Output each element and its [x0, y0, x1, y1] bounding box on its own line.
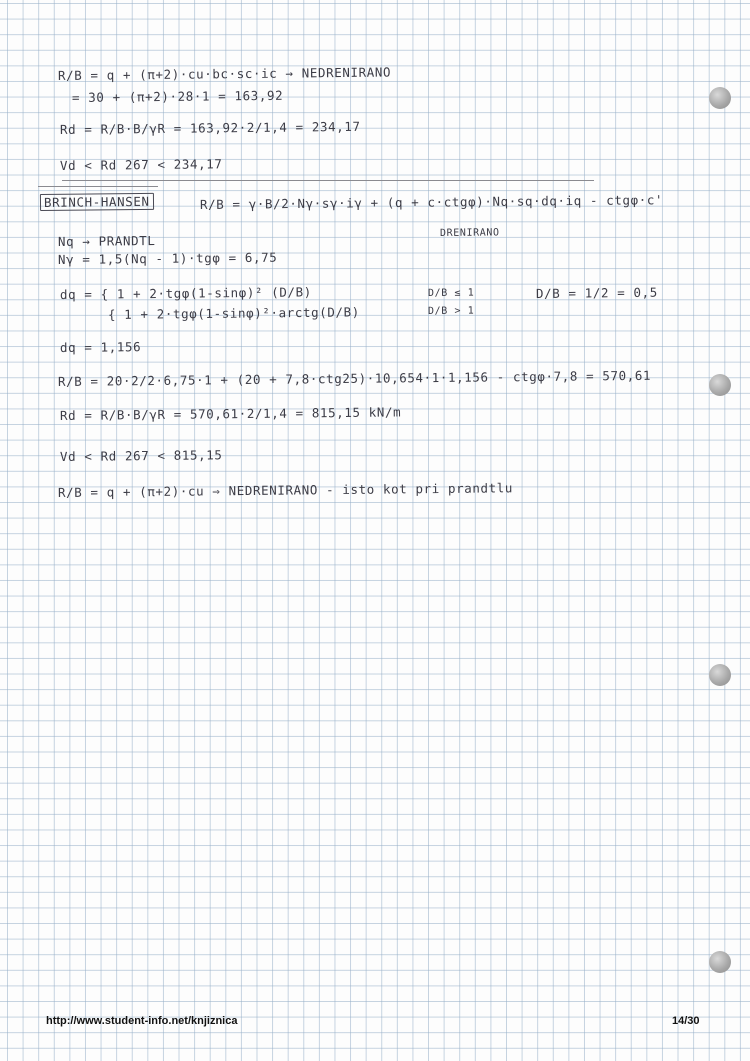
equation-line-9b: { 1 + 2·tgφ(1-sinφ)²·arctg(D/B)	[107, 304, 360, 322]
punch-hole	[709, 374, 731, 396]
condition-2: D/B > 1	[427, 305, 475, 317]
equation-line-13: Vd < Rd 267 < 815,15	[59, 447, 223, 464]
drenirano-note: DRENIRANO	[439, 227, 500, 239]
equation-line-9a: dq = { 1 + 2·tgφ(1-sinφ)² (D/B)	[59, 284, 312, 302]
condition-1: D/B ≤ 1	[427, 287, 475, 299]
equation-line-11: R/B = 20·2/2·6,75·1 + (20 + 7,8·ctg25)·10,654·1·1,156 - ctgφ·7,8 = 570,61	[57, 367, 652, 389]
equation-line-5: R/B = γ·B/2·Nγ·sγ·iγ + (q + c·ctgφ)·Nq·sq·dq·iq - ctgφ·c'	[199, 192, 664, 212]
punch-hole	[709, 664, 731, 686]
punch-hole	[709, 87, 731, 109]
equation-line-2: = 30 + (π+2)·28·1 = 163,92	[71, 87, 284, 105]
equation-line-12: Rd = R/B·B/γR = 570,61·2/1,4 = 815,15 kN/m	[59, 404, 402, 423]
equation-line-10: dq = 1,156	[59, 339, 142, 355]
equation-line-4: Vd < Rd 267 < 234,17	[59, 156, 223, 173]
separator-line	[38, 186, 158, 187]
footer-url: http://www.student-info.net/knjiznica	[46, 1015, 238, 1027]
equation-line-3: Rd = R/B·B/γR = 163,92·2/1,4 = 234,17	[59, 118, 361, 137]
method-heading	[40, 194, 154, 210]
punch-hole	[709, 951, 731, 973]
equation-line-8: Nγ = 1,5(Nq - 1)·tgφ = 6,75	[57, 249, 278, 267]
footer-page-number: 14/30	[672, 1015, 700, 1027]
equation-line-14: R/B = q + (π+2)·cu ⇒ NEDRENIRANO - isto kot pri prandtlu	[57, 480, 514, 500]
separator-line	[62, 180, 594, 181]
brinch-hansen-box: BRINCH-HANSEN	[40, 193, 154, 211]
equation-line-7: Nq → PRANDTL	[57, 232, 156, 249]
condition-value: D/B = 1/2 = 0,5	[535, 284, 658, 301]
equation-line-1: R/B = q + (π+2)·cu·bc·sc·ic → NEDRENIRANO	[57, 64, 392, 83]
